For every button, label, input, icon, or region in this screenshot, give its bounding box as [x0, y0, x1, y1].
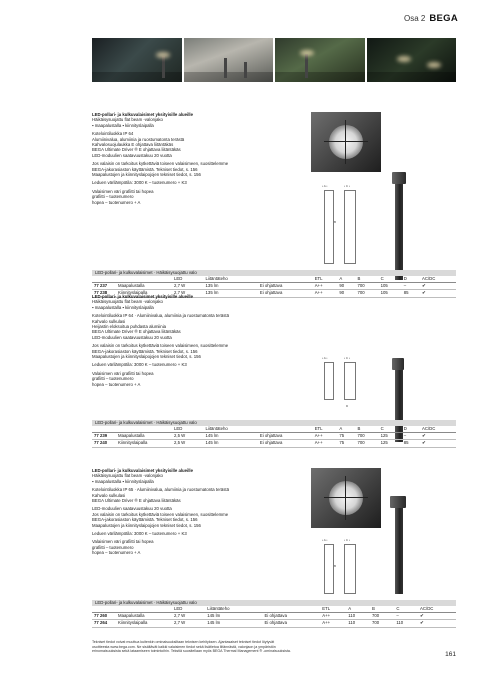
text-line: Kotelointiluokka IP 65 · Alumiinivalua, alumiinia ja ruostumatonta terästä — [92, 487, 230, 493]
text-line: Jos valaisin on tarkoitus kytkettäviä toiseen valaisimeen, suosittelemme — [92, 511, 229, 517]
cell: ✔ — [420, 290, 456, 297]
dim-a-label: • A • — [322, 184, 328, 188]
cell: 75 — [337, 433, 355, 440]
text-line: BEGA Ultimate Driver ® E ohjattava liitäntäkäs — [92, 498, 181, 504]
footer-line: osoitteesta www.bega.com. Ne sisältävät kaikki valaisimen tiedot sekä lisätietoa liitännästä, valonjaon ja ympäristön — [92, 644, 276, 649]
dim-d-label: D — [346, 404, 349, 408]
cell: Ei ohjattava — [258, 283, 313, 290]
cell: ✔ — [418, 613, 456, 620]
cell: Kiinnityslaipalla — [116, 290, 172, 297]
col-header: Liitäntäteho — [205, 606, 262, 613]
cell: 90 — [337, 283, 355, 290]
col-header: ETL — [313, 276, 338, 283]
text-line: Maapalustojen ja kiinnityslaipojojen tekniset tiedot, s. 156 — [92, 354, 201, 360]
cell: 105 — [379, 290, 402, 297]
cell: – — [402, 283, 420, 290]
col-header: C — [379, 426, 402, 433]
col-header: C — [379, 276, 402, 283]
col-header: AC/DC — [418, 606, 456, 613]
text-line: Alumiinivalua, alumiinia ja ruostumatonta terästä — [92, 136, 185, 142]
text-line: BEGA Ultimate Driver ® E ohjattava liitäntäkäs — [92, 147, 181, 153]
cell: 135 lm — [204, 283, 258, 290]
footer-line: Tekniset tiedot voivat muuttua kuitenkin ominaisuuksiltaan teknisen kehityksen. Ajantasaiset tekniset tiedot löytyvät — [92, 640, 275, 644]
text-line: Häikäisysuojattu flat beam -valonjako — [92, 299, 163, 305]
cell: Ei ohjattava — [258, 290, 313, 297]
cell: 110 — [394, 620, 418, 627]
col-header: ETL — [313, 426, 338, 433]
product-title: LED-pollari- ja kulkuvalaisimet yksityisille alueille — [92, 294, 194, 299]
cell: 85 — [402, 440, 420, 447]
text-line: Kotelointiluokka IP 64 — [92, 131, 134, 137]
text-line: Kahvalosuojulaukka E ohjattava liitäntäkäs — [92, 142, 174, 148]
photo-3 — [275, 38, 365, 82]
col-header: Liitäntäteho — [204, 276, 258, 283]
cell: Maapalustalla — [116, 433, 172, 440]
dim-b-label: B — [334, 220, 337, 224]
cell: 700 — [370, 620, 394, 627]
cell: 145 lm — [204, 440, 258, 447]
text-line: Valaisimen väri grafiitti tai hopea — [92, 370, 154, 376]
text-line: Jos valaisin on tarkoitus kytkettäviä toiseen valaisimeen, suosittelemme — [92, 161, 229, 167]
text-line: Häikäisysuojattu flat beam -valonjako — [92, 117, 163, 123]
text-line: BEGA-jakorasiaston käyttämistä. Tekniset tiedot, s. 156 — [92, 517, 198, 523]
cell: Ei ohjattava — [258, 440, 313, 447]
cell: 2,7 W — [172, 620, 205, 627]
cell: Kiinnityslaipalla — [116, 620, 172, 627]
dim-c-label: • C • — [344, 538, 350, 542]
cell: 2,7 W — [172, 283, 204, 290]
text-line: hopea – tuotenumero + A — [92, 381, 141, 387]
col-header: Liitäntäteho — [204, 426, 258, 433]
product-description — [92, 294, 292, 387]
text-line: Valaisimen väri grafiitti tai hopea — [92, 539, 154, 545]
col-header: B — [356, 276, 379, 283]
text-line: Valaisimen väri grafiitti tai hopea — [92, 188, 154, 194]
article-number: 77 264 — [92, 620, 116, 627]
beam-photo — [311, 112, 381, 172]
cell: A++ — [320, 613, 346, 620]
text-line: hopea – tuotenumero + A — [92, 550, 141, 556]
beam-photo — [311, 468, 381, 528]
table-row — [92, 440, 456, 447]
cell: Kiinnityslaipalla — [116, 440, 172, 447]
cell: 700 — [356, 440, 379, 447]
col-header: AC/DC — [420, 276, 456, 283]
col-header: A — [337, 426, 355, 433]
cell: Maapalustalla — [116, 283, 172, 290]
product-description — [92, 112, 292, 205]
cell: ✔ — [420, 283, 456, 290]
cell: 2,5 W — [172, 433, 204, 440]
text-line: BEGA Ultimate Driver ® E ohjattava liitäntäkäs — [92, 329, 181, 335]
col-header: C — [394, 606, 418, 613]
col-header: B — [370, 606, 394, 613]
text-line: LED-moduulien saatavuustakuu 20 vuotta — [92, 152, 172, 158]
text-line: BEGA-jakorasiaston käyttämistä. Tekniset tiedot, s. 156 — [92, 348, 198, 354]
cell: A++ — [313, 283, 338, 290]
article-number: 77 238 — [92, 290, 116, 297]
text-line: grafiitti – tuotenumero — [92, 194, 134, 200]
cell: 125 — [379, 433, 402, 440]
table-header-row — [92, 276, 456, 283]
cell: A++ — [320, 620, 346, 627]
table-title: LED-pollari- ja kulkuvalaisimet · Häikäisysuojattu valo — [92, 420, 456, 426]
photo-strip — [92, 38, 456, 82]
col-header: LED — [172, 426, 204, 433]
cell: ✔ — [418, 620, 456, 627]
col-header: A — [337, 276, 355, 283]
spec-table-2 — [92, 420, 456, 448]
text-line: ▪ maapalustalla ▪ kiinnityslaipalla — [92, 478, 154, 484]
product-title: LED-pollari- ja kulkuvalaisimet yksityisille alueille — [92, 112, 194, 117]
cell: ✔ — [420, 433, 456, 440]
dim-b-label: B — [334, 564, 337, 568]
cell: – — [394, 613, 418, 620]
col-header: B — [356, 426, 379, 433]
dim-a-label: • A • — [322, 538, 328, 542]
cell: A++ — [313, 440, 338, 447]
dim-c-label: • C • — [344, 356, 350, 360]
cell: 2,7 W — [172, 290, 204, 297]
text-line: LED-moduulien saatavuustakuu 20 vuotta — [92, 506, 172, 512]
text-line: LED-moduulien saatavuustakuu 20 vuotta — [92, 334, 172, 340]
text-line: Heijastin eloksoitua puhdasta alumiinia — [92, 324, 167, 330]
text-line: grafiitti – tuotenumero — [92, 544, 134, 550]
cell: Ei ohjattava — [258, 433, 313, 440]
cell: A++ — [313, 433, 338, 440]
text-line: Maapalustojen ja kiinnityslaipojojen tekniset tiedot, s. 156 — [92, 172, 201, 178]
table-row — [92, 620, 456, 627]
cell: 105 — [379, 283, 402, 290]
photo-4 — [367, 38, 457, 82]
text-line: grafiitti – tuotenumero — [92, 376, 134, 382]
cell: 700 — [356, 283, 379, 290]
spec-table-3 — [92, 600, 456, 628]
table-header-row — [92, 426, 456, 433]
photo-1 — [92, 38, 182, 82]
dimension-drawing — [312, 356, 422, 466]
text-line: ▪ maapalustalla ▪ kiinnityslaipalla — [92, 122, 154, 128]
cell: Ei ohjattava — [263, 620, 321, 627]
table-title: LED-pollari- ja kulkuvalaisimet · Häikäisysuojattu valo — [92, 270, 456, 276]
text-line: Maapalustojen ja kiinnityslaipojojen tekniset tiedot, s. 156 — [92, 522, 201, 528]
cell: 110 — [346, 613, 370, 620]
col-header: A — [346, 606, 370, 613]
dim-a-label: • A • — [322, 356, 328, 360]
table-row — [92, 283, 456, 290]
cell: 90 — [337, 290, 355, 297]
col-header: D — [402, 276, 420, 283]
text-line: Kahvalo sulkulasi — [92, 492, 126, 498]
article-number: 77 240 — [92, 440, 116, 447]
col-header: AC/DC — [420, 426, 456, 433]
text-line: ▪ maapalustalla ▪ kiinnityslaipalla — [92, 304, 154, 310]
cell: 145 lm — [204, 433, 258, 440]
cell: 85 — [402, 290, 420, 297]
cell: Ei ohjattava — [263, 613, 321, 620]
text-line: hopea – tuotenumero + A — [92, 199, 141, 205]
text-line: Leduen värilämpötila: 3000 K – tuotenumero + K3 — [92, 531, 187, 537]
text-line: BEGA-jakorasiaston käyttämistä. Tekniset tiedot, s. 156 — [92, 166, 198, 172]
col-header: D — [402, 426, 420, 433]
article-number: 77 239 — [92, 433, 116, 440]
brand-logo: BEGA — [429, 13, 458, 24]
dimension-drawing — [312, 538, 422, 648]
photo-2 — [184, 38, 274, 82]
cell: 2,7 W — [172, 613, 205, 620]
text-line: Leduen värilämpötila: 3000 K – tuotenumero + K3 — [92, 362, 187, 368]
cell: 700 — [370, 613, 394, 620]
text-line: Leduen värilämpötila: 3000 K – tuotenumero + K3 — [92, 180, 187, 186]
cell: 145 lm — [205, 613, 262, 620]
cell: 110 — [346, 620, 370, 627]
text-line: Häikäisysuojattu flat beam -valonjako — [92, 473, 163, 479]
cell: 2,5 W — [172, 440, 204, 447]
cell: 125 — [379, 440, 402, 447]
cell: Maapalustalla — [116, 613, 172, 620]
product-title: LED-pollari- ja kulkuvalaisimet yksityisille alueille — [92, 468, 194, 473]
cell: 135 lm — [204, 290, 258, 297]
table-header-row — [92, 606, 456, 613]
page-number: 161 — [445, 651, 456, 658]
cell: A++ — [313, 290, 338, 297]
col-header: LED — [172, 606, 205, 613]
article-number: 77 260 — [92, 613, 116, 620]
text-line: Kahvalo sulkulasi — [92, 318, 126, 324]
cell: 700 — [356, 433, 379, 440]
dim-c-label: • C • — [344, 184, 350, 188]
footer-note — [92, 640, 392, 654]
cell: ✔ — [420, 440, 456, 447]
cell: 145 lm — [205, 620, 262, 627]
article-number: 77 237 — [92, 283, 116, 290]
footer-line: erinomaisuuksista sekä lataamiseen toimintoihin. Tekstiä suositellaan myös BEGA Thermal Management ® -ominaisuuksista. — [92, 649, 291, 654]
col-header: LED — [172, 276, 204, 283]
text-line: Kotelointiluokka IP 64 · Alumiinivalua, alumiinia ja ruostumatonta terästä — [92, 313, 230, 319]
page-header — [404, 13, 458, 24]
col-header: ETL — [320, 606, 346, 613]
cell: 700 — [356, 290, 379, 297]
table-row — [92, 613, 456, 620]
table-row — [92, 433, 456, 440]
cell: 75 — [337, 440, 355, 447]
text-line: Jos valaisin on tarkoitus kytkettäviä toiseen valaisimeen, suosittelemme — [92, 343, 229, 349]
product-description — [92, 468, 292, 556]
section-label: Osa 2 — [404, 14, 426, 23]
cell: – — [402, 433, 420, 440]
table-title: LED-pollari- ja kulkuvalaisimet · Häikäisysuojattu valo — [92, 600, 456, 606]
